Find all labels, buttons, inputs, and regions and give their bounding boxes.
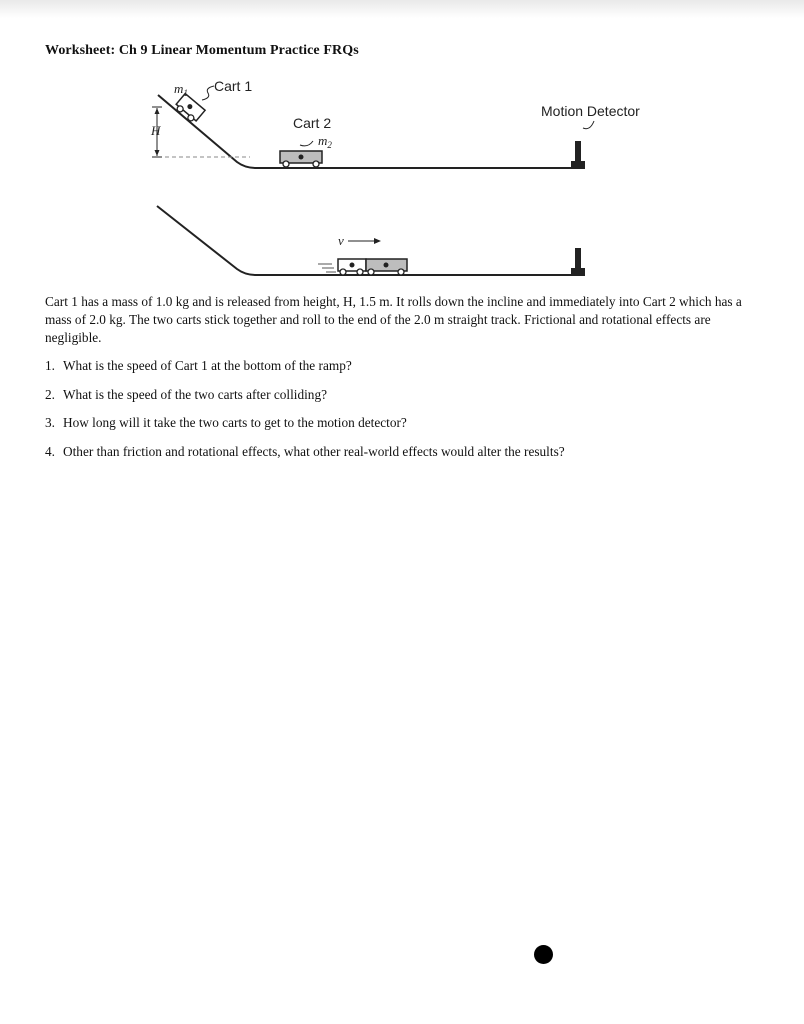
combined-carts [338,259,407,275]
question-number: 3. [45,415,55,430]
question-text: How long will it take the two carts to get to the motion detector? [63,415,407,430]
worksheet-title: Worksheet: Ch 9 Linear Momentum Practice FRQs [45,43,359,58]
motion-lines [318,264,336,272]
question-number: 2. [45,386,55,402]
question-text: Other than friction and rotational effects, what other real-world effects would alter the results? [63,443,565,459]
velocity-label: v [338,233,344,248]
cart1-label: Cart 1 [214,78,253,94]
motion-detector-bottom [571,248,585,275]
problem-statement: Cart 1 has a mass of 1.0 kg and is released from height, H, 1.5 m. It rolls down the incline and immediately into Cart 2 which has a mass of 2.0 kg. The two carts stick together and roll to the end of the 2.0 m straight track. Frictional and rotational effects are negligible. [45,294,742,345]
motion-detector-label: Motion Detector [541,103,640,119]
cart2-mass-label: $m_2$ [318,133,332,150]
question-text: What is the speed of the two carts after colliding? [63,386,327,402]
question-3 [45,414,565,443]
question-2 [45,386,565,415]
question-4 [45,443,565,472]
cart2-pointer [300,141,313,146]
question-1 [45,357,565,386]
height-label: H [151,123,161,138]
cart1 [174,94,205,125]
cart2 [280,151,322,167]
question-list [45,357,565,471]
motion-detector-top [571,141,585,168]
record-dot-icon[interactable] [534,945,553,964]
question-text: What is the speed of Cart 1 at the bottom of the ramp? [63,358,352,373]
question-number: 1. [45,358,55,373]
cart1-pointer [202,86,214,100]
velocity-arrow [348,238,381,244]
detector-pointer [583,121,594,129]
cart-collision-diagram [0,0,804,290]
question-number: 4. [45,443,55,459]
cart2-label: Cart 2 [293,115,332,131]
cart1-mass-label: $m_1$ [174,81,188,98]
